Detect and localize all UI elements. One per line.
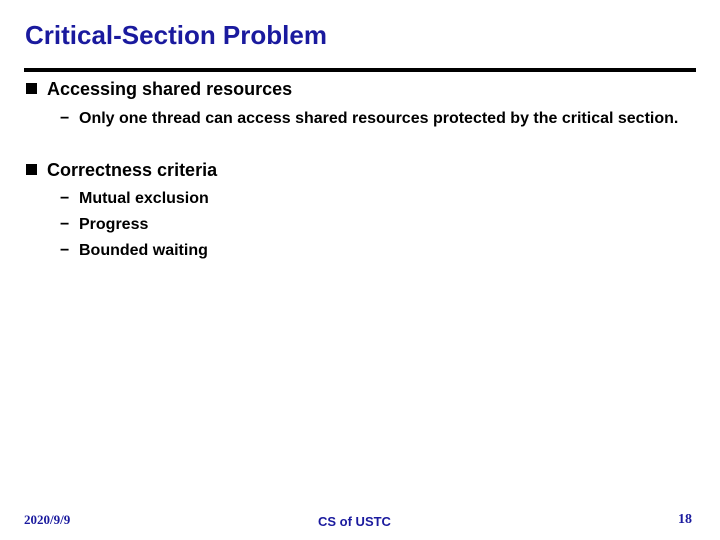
sub-item xyxy=(60,109,699,128)
bullet-text: Accessing shared resources xyxy=(47,79,293,99)
sub-item-text: Bounded waiting xyxy=(79,242,208,259)
title-divider xyxy=(24,68,696,72)
bullet-item xyxy=(26,79,292,100)
bullet-item xyxy=(26,160,217,181)
sub-item-text: Mutual exclusion xyxy=(79,190,209,207)
square-bullet-icon xyxy=(26,164,37,175)
dash-icon: − xyxy=(60,242,70,259)
square-bullet-icon xyxy=(26,83,37,94)
bullet-text: Correctness criteria xyxy=(47,160,218,180)
sub-item-text: Only one thread can access shared resources protected by the critical section. xyxy=(79,110,679,127)
footer-center: CS of USTC xyxy=(318,514,391,529)
sub-item-text: Progress xyxy=(79,216,149,233)
dash-icon: − xyxy=(60,190,70,207)
sub-item xyxy=(60,189,699,208)
footer-date: 2020/9/9 xyxy=(24,512,71,527)
sub-item xyxy=(60,241,699,260)
page-number: 18 xyxy=(678,512,692,527)
sub-item xyxy=(60,215,699,234)
slide-title: Critical-Section Problem xyxy=(25,20,327,50)
dash-icon: − xyxy=(60,216,70,233)
dash-icon: − xyxy=(60,110,70,127)
